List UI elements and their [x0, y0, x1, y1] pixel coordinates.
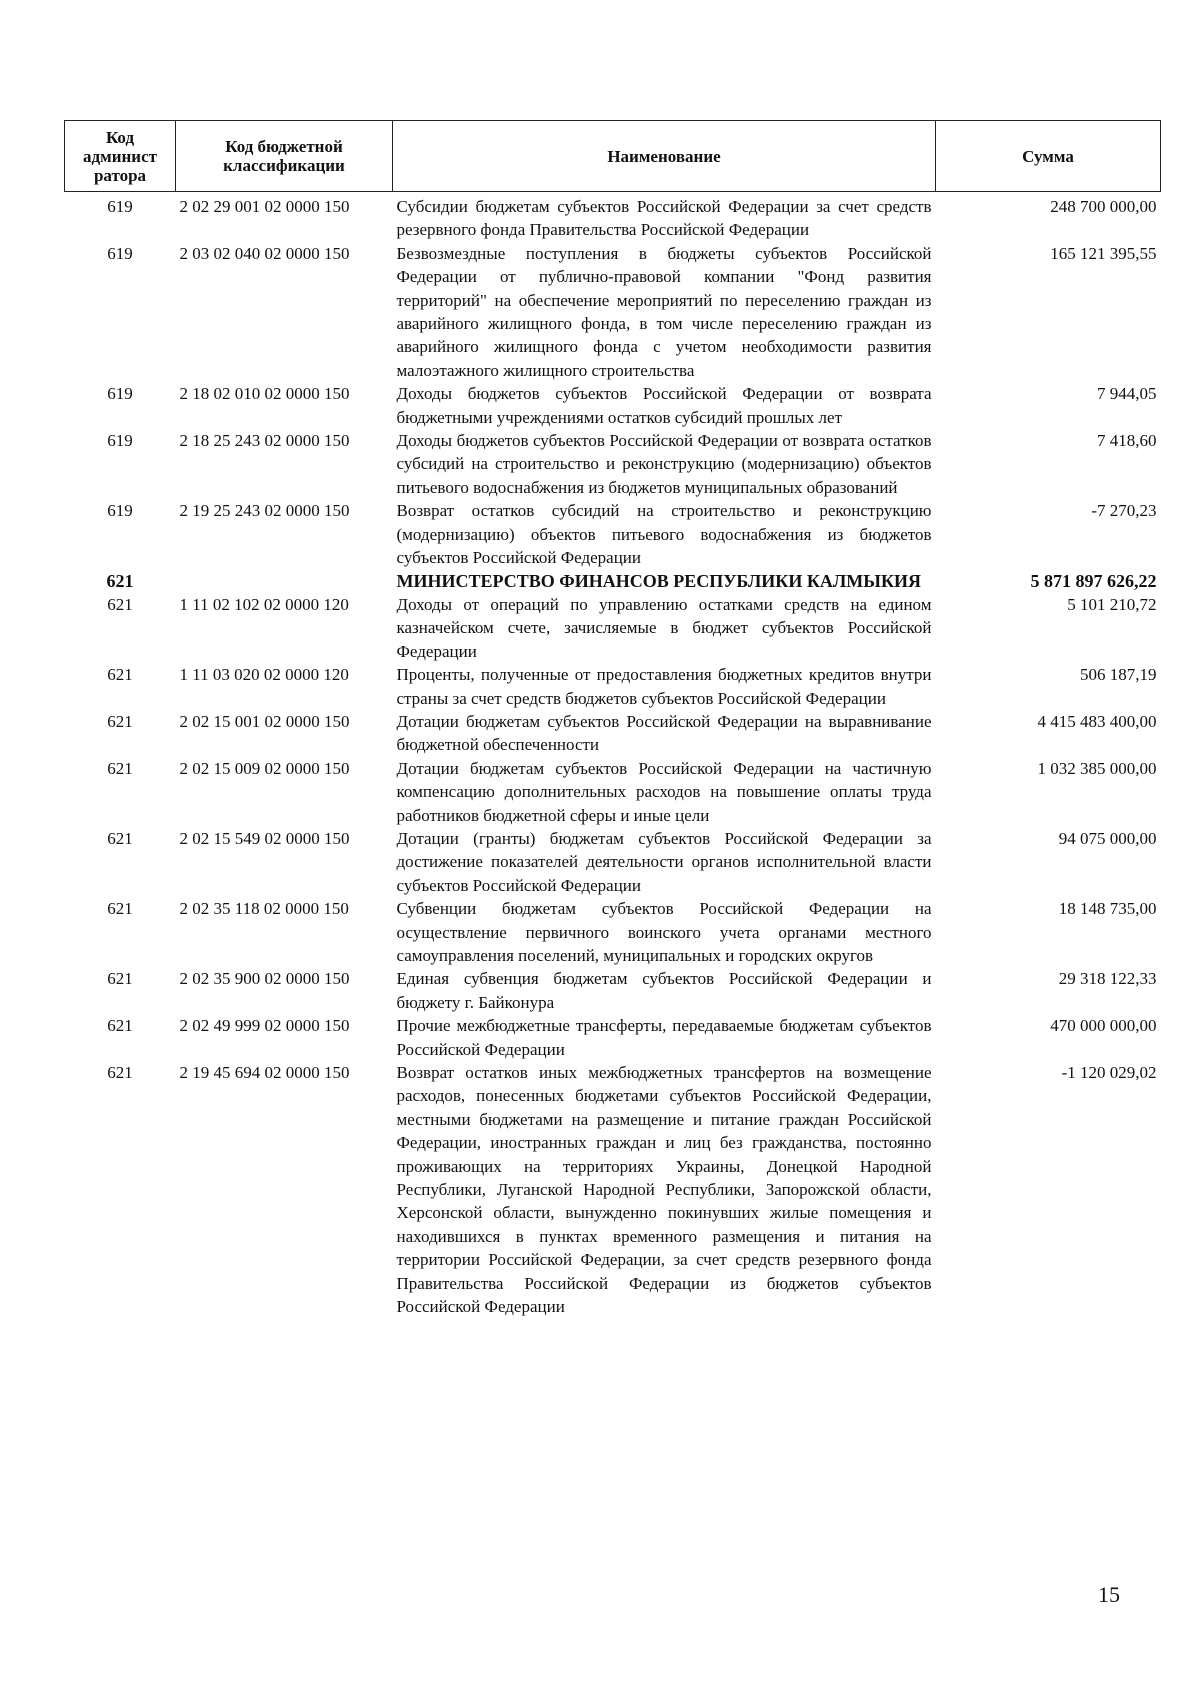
row-admin-code: 621 — [107, 758, 133, 778]
row-name: Возврат остатков иных межбюджетных трансфертов на возмещение расходов, понесенных бюджетами субъектов Российской Федерации, местными бюджетами на размещение и питание граждан Российской Федерации, иностранных граждан и лиц без гражданства, постоянно проживающих на территориях Украины, Донецкой Народной Республики, Луганской Народной Республики, Запорожской области, Херсонской области, вынужденно покинувших жилые помещения и находившихся в пунктах временного размещения и питания на территории Российской Федерации, за счет средств резервного фонда Правительства Российской Федерации из бюджетов субъектов Российской Федерации — [396, 1063, 932, 1317]
row-amount: 5 871 897 626,22 — [1030, 570, 1157, 591]
row-amount: 4 415 483 400,00 — [1037, 711, 1157, 731]
table-row — [65, 663, 1161, 710]
row-admin-code: 619 — [107, 243, 133, 263]
row-admin-code: 621 — [106, 570, 134, 591]
row-admin-code: 619 — [107, 197, 133, 216]
table-row — [65, 757, 1161, 827]
table-row — [65, 570, 1161, 593]
row-budget-code: 2 02 15 001 02 0000 150 — [179, 711, 350, 731]
row-name: Доходы от операций по управлению остатками средств на едином казначейском счете, зачисляемые в бюджет субъектов Российской Федерации — [396, 594, 932, 661]
row-amount: 7 418,60 — [1097, 431, 1157, 451]
row-budget-code: 2 02 49 999 02 0000 150 — [179, 1016, 350, 1036]
row-admin-code: 619 — [107, 431, 133, 451]
row-name: МИНИСТЕРСТВО ФИНАНСОВ РЕСПУБЛИКИ КАЛМЫКИЯ — [396, 570, 922, 591]
header-budget-code: Код бюджетной классификации — [176, 121, 393, 192]
table-body — [65, 192, 1161, 1319]
row-budget-code: 1 11 02 102 02 0000 120 — [179, 594, 349, 614]
row-admin-code: 621 — [107, 711, 133, 731]
row-name: Доходы бюджетов субъектов Российской Федерации от возврата бюджетными учреждениями остатков субсидий прошлых лет — [396, 384, 932, 427]
row-budget-code: 2 19 45 694 02 0000 150 — [179, 1063, 350, 1083]
row-amount: 94 075 000,00 — [1058, 828, 1157, 848]
row-amount: 5 101 210,72 — [1067, 594, 1157, 614]
row-admin-code: 621 — [107, 1016, 133, 1036]
row-budget-code: 2 02 29 001 02 0000 150 — [179, 197, 350, 216]
table-row — [65, 1014, 1161, 1061]
row-name: Субсидии бюджетам субъектов Российской Федерации за счет средств резервного фонда Правительства Российской Федерации — [396, 197, 932, 240]
row-amount: 165 121 395,55 — [1050, 243, 1157, 263]
table-row — [65, 499, 1161, 569]
table-row — [65, 967, 1161, 1014]
row-budget-code: 2 02 15 549 02 0000 150 — [179, 828, 350, 848]
row-admin-code: 621 — [107, 1063, 133, 1083]
row-name: Прочие межбюджетные трансферты, передаваемые бюджетам субъектов Российской Федерации — [396, 1016, 932, 1059]
row-amount: 29 318 122,33 — [1058, 969, 1157, 989]
row-budget-code: 2 02 35 900 02 0000 150 — [179, 969, 350, 989]
header-name: Наименование — [393, 121, 936, 192]
header-amount: Сумма — [936, 121, 1161, 192]
row-amount: 7 944,05 — [1097, 384, 1157, 404]
row-name: Дотации бюджетам субъектов Российской Федерации на частичную компенсацию дополнительных расходов на повышение оплаты труда работников бюджетной сферы и иные цели — [396, 758, 932, 825]
row-admin-code: 621 — [107, 665, 133, 685]
row-budget-code: 1 11 03 020 02 0000 120 — [179, 665, 349, 685]
row-amount: 18 148 735,00 — [1058, 899, 1157, 919]
row-name: Доходы бюджетов субъектов Российской Федерации от возврата остатков субсидий на строительство и реконструкцию (модернизацию) объектов питьевого водоснабжения из бюджетов муниципальных образований — [396, 431, 932, 497]
row-admin-code: 621 — [107, 899, 133, 919]
row-name: Дотации (гранты) бюджетам субъектов Российской Федерации за достижение показателей деятельности органов исполнительной власти субъектов Российской Федерации — [396, 828, 932, 895]
table-row — [65, 242, 1161, 382]
row-budget-code: 2 18 02 010 02 0000 150 — [179, 384, 350, 404]
row-amount: 470 000 000,00 — [1050, 1016, 1157, 1036]
revenue-table — [64, 120, 1161, 1319]
row-name: Дотации бюджетам субъектов Российской Федерации на выравнивание бюджетной обеспеченности — [396, 711, 932, 755]
table-row — [65, 192, 1161, 242]
row-admin-code: 621 — [107, 594, 133, 614]
header-admin-code: Код админист ратора — [65, 121, 176, 192]
page-number: 15 — [1098, 1582, 1120, 1607]
row-name: Единая субвенция бюджетам субъектов Российской Федерации и бюджету г. Байконура — [396, 969, 932, 1012]
row-amount: 1 032 385 000,00 — [1037, 758, 1157, 778]
row-name: Проценты, полученные от предоставления бюджетных кредитов внутри страны за счет средств бюджетов субъектов Российской Федерации — [396, 665, 932, 708]
table-row — [65, 382, 1161, 429]
row-amount: -1 120 029,02 — [1061, 1063, 1157, 1083]
row-name: Безвозмездные поступления в бюджеты субъектов Российской Федерации от публично-правовой компании "Фонд развития территорий" на обеспечение мероприятий по переселению граждан из аварийного жилищного фонда, в том числе переселению граждан из аварийного жилищного фонда с учетом необходимости развития малоэтажного жилищного строительства — [396, 243, 932, 380]
table-row — [65, 1061, 1161, 1318]
table-row — [65, 429, 1161, 499]
row-amount: 248 700 000,00 — [1050, 197, 1157, 216]
table-row — [65, 827, 1161, 897]
row-budget-code: 2 03 02 040 02 0000 150 — [179, 243, 350, 263]
row-amount: -7 270,23 — [1091, 501, 1157, 521]
header-row — [65, 121, 1161, 192]
row-admin-code: 621 — [107, 828, 133, 848]
row-admin-code: 619 — [107, 501, 133, 521]
row-admin-code: 619 — [107, 384, 133, 404]
row-budget-code: 2 02 15 009 02 0000 150 — [179, 758, 350, 778]
row-budget-code: 2 02 35 118 02 0000 150 — [179, 899, 349, 919]
table-row — [65, 897, 1161, 967]
row-admin-code: 621 — [107, 969, 133, 989]
table-header — [65, 121, 1161, 192]
row-budget-code — [176, 570, 393, 593]
row-budget-code: 2 19 25 243 02 0000 150 — [179, 501, 350, 521]
row-budget-code: 2 18 25 243 02 0000 150 — [179, 431, 350, 451]
table-row — [65, 593, 1161, 663]
row-amount: 506 187,19 — [1080, 665, 1157, 685]
table-row — [65, 710, 1161, 757]
row-name: Возврат остатков субсидий на строительство и реконструкцию (модернизацию) объектов питьевого водоснабжения из бюджетов субъектов Российской Федерации — [396, 501, 932, 568]
row-name: Субвенции бюджетам субъектов Российской Федерации на осуществление первичного воинского учета органами местного самоуправления поселений, муниципальных и городских округов — [396, 899, 932, 965]
